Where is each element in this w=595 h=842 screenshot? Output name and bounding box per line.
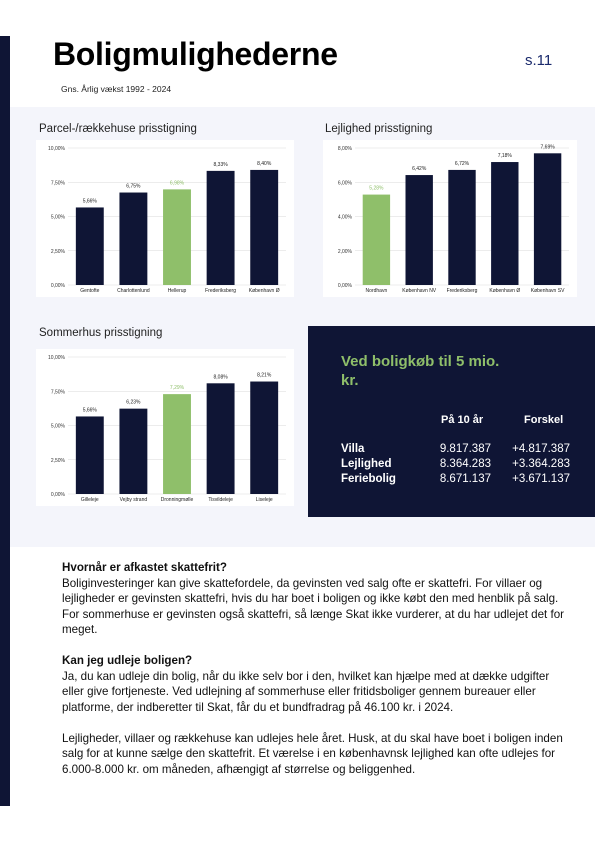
row-diff-lejlighed: +3.364.283 [512,458,570,470]
y-tick-label: 2,00% [337,248,352,255]
chart-heading-parcel: Parcel-/rækkehuse prisstigning [39,123,197,135]
page-subtitle: Gns. Årlig vækst 1992 - 2024 [61,84,172,94]
chart-card-sommerhus [36,349,294,506]
x-tick-label: Frederiksberg [446,288,478,294]
faq-answer-tax: Boliginvesteringer kan give skattefordele, da gevinsten ved salg ofte er skattefri. For villaer og lejligheder er gevinsten skattefri, hvis du har boet i boligen og ikke købt den med henblik på salg. For sommerhuse er gevinsten også skattefri, så længe Skat ikke vurderer, at du har udlejet det for meget. [62,576,565,636]
y-tick-label: 2,50% [50,457,65,464]
y-tick-label: 0,00% [337,283,352,289]
row-label-feriebolig: Feriebolig [341,473,396,485]
x-tick-label: København SV [530,288,565,294]
y-tick-label: 4,00% [337,214,352,221]
page-title: Boligmulighederne [53,36,338,72]
faq-answer-rent-extra: Lejligheder, villaer og rækkehuse kan udlejes hele året. Husk, at du skal have boet i boligen inden salg for at kunne sælge den skattefrit. Et værelse i en københavnsk lejlighed kan ofte udlejes for 6.000-8.000 kr. om måneden, afhængigt af størrelse og beliggenhed. [62,731,563,776]
x-tick-label: København Ø [248,288,280,294]
x-tick-label: Dronningmølle [160,497,194,503]
bar-tisvildeleje [207,383,235,494]
x-tick-label: Hellerup [167,288,187,294]
column-header-diff: Forskel [524,414,564,426]
bar-gentofte [76,207,104,285]
data-label: 5,66% [82,407,97,414]
bar-vejby-strand [119,409,147,494]
y-tick-label: 7,50% [50,389,65,396]
x-tick-label: Tisvildeleje [208,497,233,503]
bar-chart-lejlighed [323,140,577,297]
bar-charlottenlund [119,193,147,285]
bar-hellerup [163,189,191,285]
y-tick-label: 7,50% [50,180,65,187]
bar-chart-sommerhus [36,349,294,506]
data-label: 7,69% [540,144,555,151]
data-label: 6,72% [454,160,470,167]
left-accent-stripe [0,36,10,806]
data-label: 8,40% [257,160,272,167]
y-tick-label: 5,00% [50,423,65,430]
bar-dronningmolle [163,394,191,494]
row-diff-feriebolig: +3.671.137 [512,473,570,485]
data-label: 6,98% [169,180,185,187]
chart-heading-lejlighed: Lejlighed prisstigning [325,123,433,135]
row-value-feriebolig: 8.671.137 [439,473,491,485]
y-tick-label: 8,00% [337,146,352,152]
y-tick-label: 2,50% [50,248,65,255]
row-label-lejlighed: Lejlighed [341,458,392,470]
x-tick-label: Vejby strand [119,497,148,503]
row-label-villa: Villa [341,443,365,455]
bar-kobenhavn-o [491,162,518,285]
y-tick-label: 0,00% [50,283,65,289]
bar-nordhavn [363,195,390,285]
chart-card-lejlighed [323,140,577,297]
y-tick-label: 6,00% [337,180,352,187]
x-tick-label: Nordhavn [365,288,388,294]
data-label: 7,29% [169,385,185,392]
bar-kobenhavn-nv [406,175,433,285]
data-label: 5,66% [82,198,97,205]
row-value-lejlighed: 8.364.283 [439,458,491,470]
y-tick-label: 10,00% [48,355,65,361]
column-header-10yr: På 10 år [441,414,484,426]
x-tick-label: Frederiksberg [205,288,237,294]
y-tick-label: 0,00% [50,492,65,498]
data-label: 6,75% [126,183,141,190]
bar-chart-parcel [36,140,294,297]
x-tick-label: København NV [402,288,437,294]
faq-section [62,560,572,777]
data-label: 6,23% [126,399,141,406]
bar-frederiksberg [448,170,475,285]
chart-heading-sommerhus: Sommerhus prisstigning [39,327,163,339]
faq-question-tax: Hvornår er afkastet skattefrit? [62,561,227,574]
investment-title: Ved boligkøb til 5 mio. kr. [341,353,500,389]
row-diff-villa: +4.817.387 [512,443,570,455]
data-label: 7,18% [497,153,512,160]
x-tick-label: Gilleleje [80,497,99,503]
chart-card-parcel [36,140,294,297]
data-label: 5,28% [369,185,384,192]
x-tick-label: Liseleje [255,497,273,503]
faq-question-rent: Kan jeg udleje boligen? [62,654,193,667]
bar-kobenhavn-o [250,170,278,285]
investment-box [308,326,595,517]
bar-kobenhavn-sv [534,153,561,285]
x-tick-label: Gentofte [80,288,100,294]
bar-liseleje [250,382,278,494]
x-tick-label: København Ø [489,288,521,294]
bar-gilleleje [76,416,104,494]
data-label: 8,21% [257,372,272,379]
data-label: 8,08% [213,374,228,381]
data-label: 8,33% [213,161,228,168]
bar-frederiksberg [207,171,235,285]
data-label: 6,42% [412,166,427,173]
row-value-villa: 9.817.387 [439,443,491,455]
page-number: s.11 [525,52,553,69]
y-tick-label: 5,00% [50,214,65,221]
x-tick-label: Charlottenlund [117,288,150,294]
y-tick-label: 10,00% [48,146,65,152]
faq-answer-rent: Ja, du kan udleje din bolig, når du ikke selv bor i den, hvilket kan hjælpe med at dække udgifter eller give fortjeneste. Ved udlejning af sommerhuse eller fritidsboliger gennem bureauer eller platforme, der indberetter til Skat, får du et bundfradrag på 46.100 kr. i 2024. [62,669,550,714]
